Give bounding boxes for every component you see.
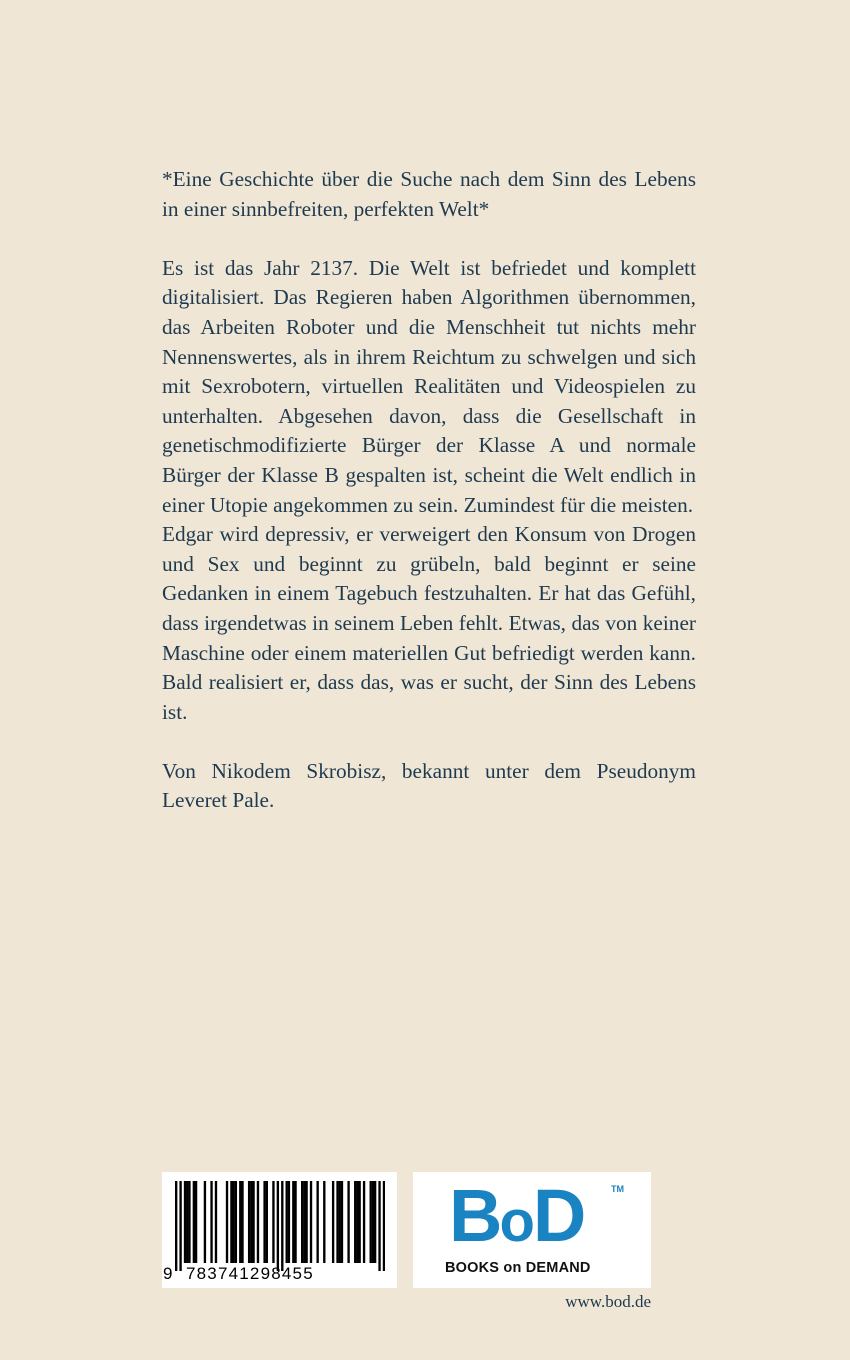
logo-letter-b: B [449, 1174, 500, 1257]
isbn-number [162, 1264, 397, 1286]
author-note: Von Nikodem Skrobisz, bekannt unter dem Pseudonym Leveret Pale. [162, 758, 696, 813]
barcode-bar [347, 1181, 349, 1263]
barcode-bar [310, 1181, 312, 1263]
barcode-bar [272, 1181, 274, 1263]
tagline: *Eine Geschichte über die Suche nach dem Sinn des Lebens in einer sinnbefreiten, perfekten Welt* [162, 167, 696, 221]
barcode-bar [294, 1181, 296, 1263]
barcode-bar [235, 1181, 237, 1263]
barcode-bar [263, 1181, 265, 1263]
barcode-bar [336, 1181, 338, 1263]
barcode-bar [363, 1181, 365, 1263]
publisher-tagline: BOOKS on DEMAND [445, 1260, 591, 1276]
barcode-bar [175, 1181, 177, 1271]
barcode-bar [378, 1181, 380, 1271]
barcode-bar [193, 1181, 195, 1263]
barcode-bar [179, 1181, 181, 1271]
barcode-bar [188, 1181, 190, 1263]
barcode-bar [277, 1181, 279, 1271]
barcode-bar [286, 1181, 288, 1263]
barcode-bar [356, 1181, 358, 1263]
barcode-bar [370, 1181, 372, 1263]
barcode-bar [226, 1181, 228, 1263]
logo-letter-d: D [532, 1174, 584, 1257]
back-cover-text [162, 165, 696, 816]
barcode-bar [186, 1181, 188, 1263]
barcode-bar [248, 1181, 250, 1263]
barcode-bar [383, 1181, 385, 1271]
barcode-bar [303, 1181, 305, 1263]
barcode-bar [204, 1181, 206, 1263]
barcode-bar [241, 1181, 243, 1263]
barcode-bar [372, 1181, 374, 1263]
barcode-bar [195, 1181, 197, 1263]
bod-logo [449, 1176, 583, 1262]
barcode-bar [210, 1181, 212, 1263]
barcode-bar [184, 1181, 186, 1263]
barcode-bar [232, 1181, 234, 1263]
barcode-bar [332, 1181, 334, 1263]
barcode-bar [252, 1181, 254, 1263]
isbn-lead-digit: 9 [163, 1264, 174, 1283]
barcode-bar [250, 1181, 252, 1263]
barcode-bar [257, 1181, 259, 1263]
publisher-website: www.bod.de [565, 1292, 651, 1311]
barcode-bar [230, 1181, 232, 1263]
barcode-bar [215, 1181, 217, 1263]
trademark-mark: TM [611, 1184, 624, 1194]
barcode-bar [288, 1181, 290, 1263]
publisher-logo-box [413, 1172, 651, 1288]
barcode-bar [374, 1181, 376, 1263]
barcode-bar [358, 1181, 360, 1263]
barcode-bar [339, 1181, 341, 1263]
barcode-bar [316, 1181, 318, 1263]
barcode-bar [292, 1181, 294, 1263]
barcode-bar [354, 1181, 356, 1263]
logo-letter-o: o [499, 1189, 533, 1254]
isbn-barcode [162, 1172, 397, 1288]
blurb-paragraph-1: Es ist das Jahr 2137. Die Welt ist befriedet und komplett digitalisiert. Das Regieren haben Algorithmen übernommen, das Arbeiten Roboter und die Menschheit tut nichts mehr Nennenswertes, als in ihrem Reichtum zu schwelgen und sich mit Sexrobotern, virtuellen Realitäten und Videospielen zu unterhalten. Abgesehen davon, dass die Gesellschaft in genetischmodifizierte Bürger der Klasse A und normale Bürger der Klasse B gespalten ist, scheint die Welt endlich in einer Utopie angekommen zu sein. Zumindest für die meisten. [162, 255, 696, 517]
barcode-bar [341, 1181, 343, 1263]
isbn-digits: 783741298455 [186, 1264, 314, 1283]
blurb-paragraph-2: Edgar wird depressiv, er verweigert den Konsum von Drogen und Sex und beginnt zu grübeln, bald beginnt er seine Gedanken in einem Tagebuch festzuhalten. Er hat das Gefühl, dass irgendetwas in seinem Leben fehlt. Etwas, das von keiner Maschine oder einem materiellen Gut befriedigt werden kann. Bald realisiert er, dass das, was er sucht, der Sinn des Lebens ist. [162, 522, 696, 724]
barcode-bar [323, 1181, 325, 1263]
barcode-bar [281, 1181, 283, 1271]
barcode-bar [266, 1181, 268, 1263]
barcode-bar [301, 1181, 303, 1263]
barcode-bar [305, 1181, 307, 1263]
barcode-bar [239, 1181, 241, 1263]
barcode-bars [175, 1181, 385, 1271]
